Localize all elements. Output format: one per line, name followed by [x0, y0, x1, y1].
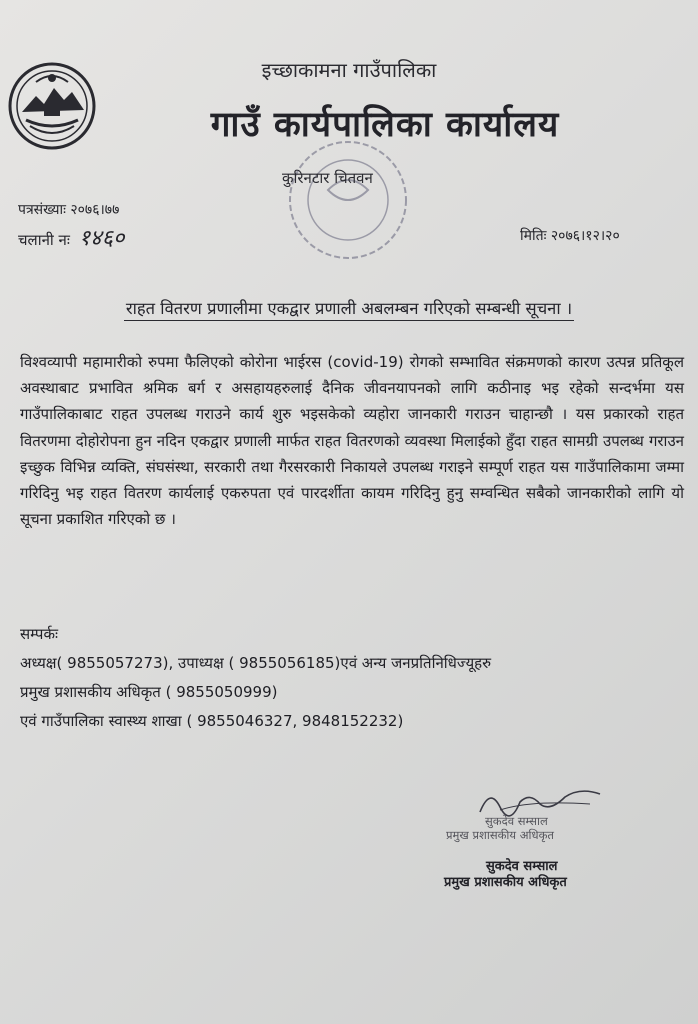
ward-location: कुरिनटार चितवन — [282, 169, 373, 187]
signatory-name-stamp: सुकदेव सम्साल — [486, 859, 558, 874]
contact-line: अध्यक्ष( 9855057273), उपाध्यक्ष ( 9855056185)एवं अन्य जनप्रतिनिधिज्यूहरु — [20, 654, 492, 672]
contact-line: एवं गाउँपालिका स्वास्थ्य शाखा ( 9855046327, 9848152232) — [20, 712, 404, 730]
signatory-title-stamp: प्रमुख प्रशासकीय अधिकृत — [444, 875, 567, 890]
notice-subject — [0, 296, 698, 319]
municipality-name: इच्छाकामना गाउँपालिका — [261, 58, 437, 82]
contact-heading: सम्पर्कः — [20, 625, 58, 643]
office-title: गाउँ कार्यपालिका कार्यालय — [210, 105, 560, 145]
subject-text: राहत वितरण प्रणालीमा एकद्वार प्रणाली अबलम्बन गरिएको सम्बन्धी सूचना । — [124, 299, 574, 321]
reference-number: पत्रसंख्याः २०७६।७७ — [18, 202, 120, 218]
notice-body: विश्वव्यापी महामारीको रुपमा फैलिएको कोरोना भाईरस (covid-19) रोगको सम्भावित संक्रमणको कारण उत्पन्न प्रतिकूल अवस्थाबाट प्रभावित श्रमिक बर्ग र असहायहरुलाई दैनिक जीवनयापनको लागि कठीनाइ भइ रहेको सन्दर्भमा यस गाउँपालिकाबाट राहत उपलब्ध गराउने कार्य शुरु भइसकेको व्यहोरा जानकारी गराउन चाहान्छौ । यस प्रकारको राहत वितरणमा दोहोरोपना हुन नदिन एकद्वार प्रणाली मार्फत राहत वितरणको व्यवस्था मिलाईको हुँदा राहत सामग्री उपलब्ध गराउन इच्छुक विभिन्न व्यक्ति, संघसंस्था, सरकारी तथा गैरसरकारी निकायले उपलब्ध गराइने सम्पूर्ण राहत यस गाउँपालिकामा जम्मा गरिदिनु भइ राहत वितरण कार्यलाई एकरुपता एवं पारदर्शीता कायम गरिदिनु हुनु सम्वन्धित सबैको जानकारीको लागि यो सूचना प्रकाशित गरिएको छ । — [20, 353, 684, 529]
contact-line: प्रमुख प्रशासकीय अधिकृत ( 9855050999) — [20, 683, 278, 701]
office-stamp — [278, 130, 418, 270]
dispatch-label: चलानी नः — [18, 231, 70, 249]
signatory-title-handwritten: प्रमुख प्रशासकीय अधिकृत — [446, 828, 554, 842]
dispatch-number-value: १४६० — [78, 226, 125, 251]
signatory-name-handwritten: सुकदेव सम्साल — [485, 814, 548, 828]
notice-date: मितिः २०७६।१२।२० — [520, 228, 620, 244]
contact-section — [20, 620, 491, 736]
dispatch-number — [18, 222, 124, 252]
